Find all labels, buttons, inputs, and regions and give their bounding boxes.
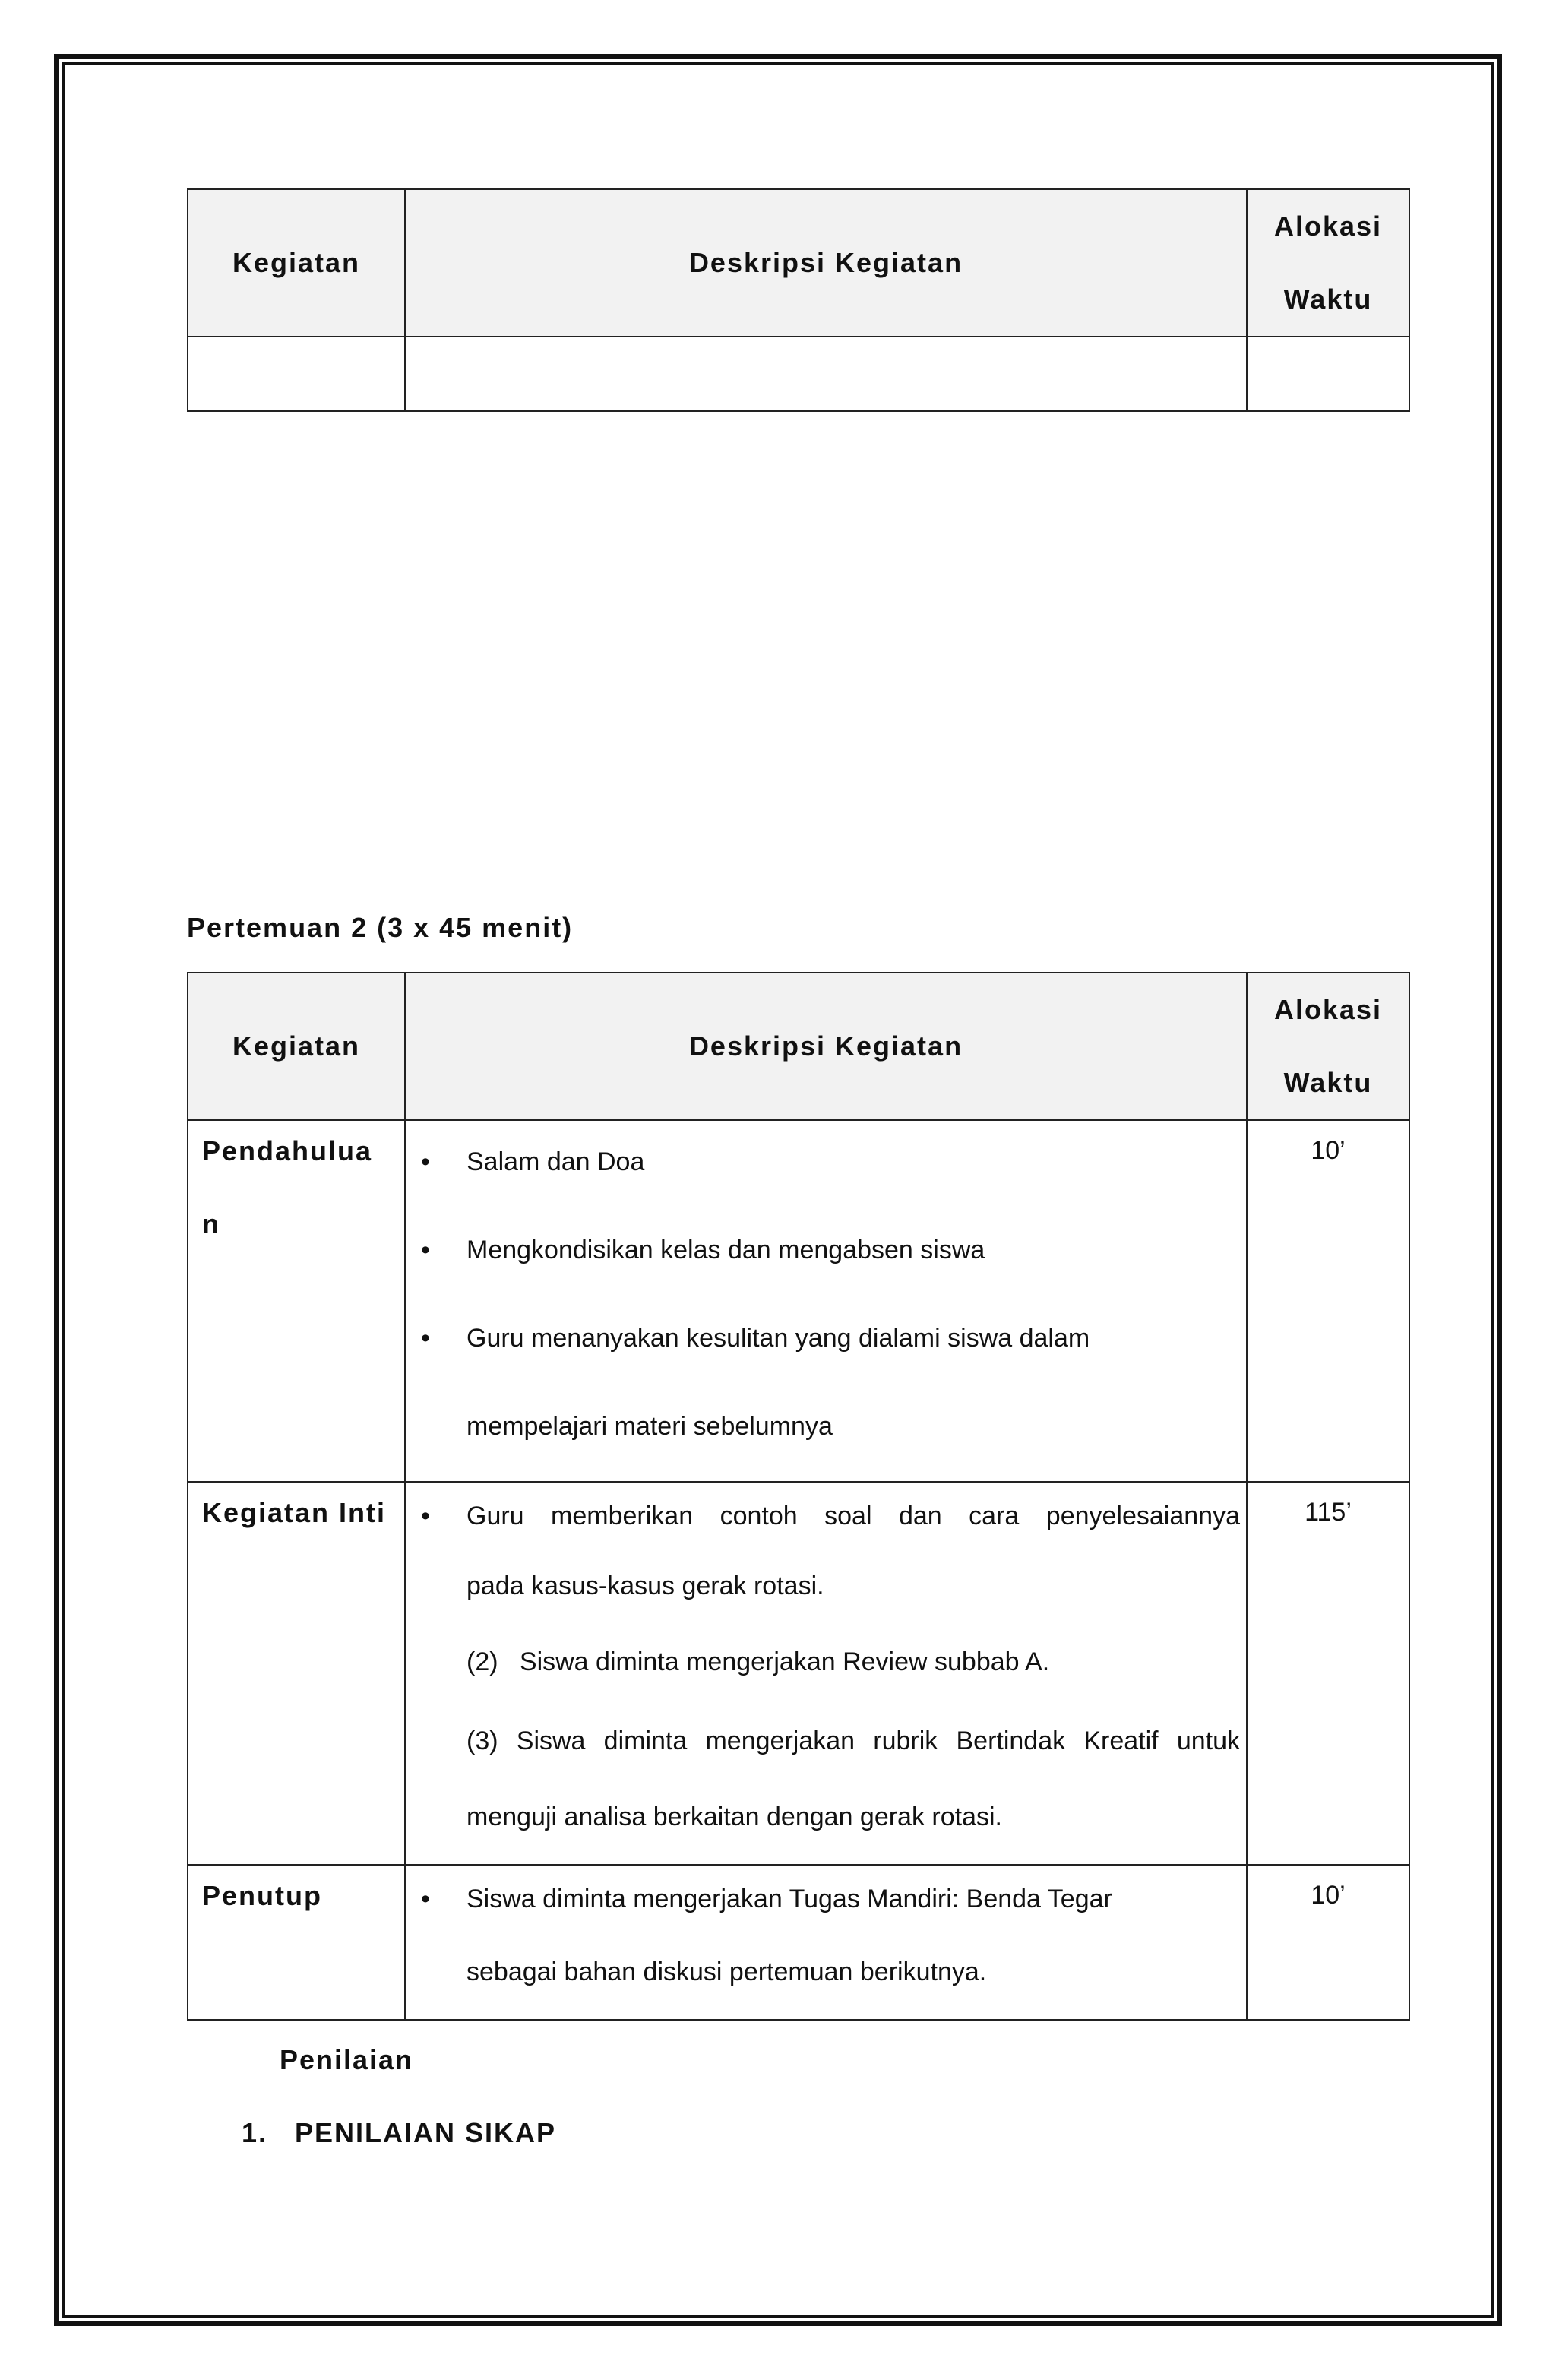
deskripsi-cell bbox=[405, 1482, 1247, 1865]
table-header-row bbox=[188, 189, 1409, 337]
table-row-empty bbox=[188, 337, 1409, 411]
table-row-pendahuluan bbox=[188, 1120, 1409, 1482]
kegiatan-label: Kegiatan Inti bbox=[202, 1497, 387, 1528]
numbered-item: (2) Siswa diminta mengerjakan Review subbab A. bbox=[466, 1647, 1050, 1676]
header-kegiatan: Kegiatan bbox=[188, 189, 405, 337]
empty-cell bbox=[188, 337, 405, 411]
table-header-row bbox=[188, 973, 1409, 1120]
kegiatan-cell bbox=[188, 1865, 405, 2020]
header-deskripsi: Deskripsi Kegiatan bbox=[405, 973, 1247, 1120]
header-deskripsi: Deskripsi Kegiatan bbox=[405, 189, 1247, 337]
table-row-kegiatan-inti bbox=[188, 1482, 1409, 1865]
waktu-cell: 10’ bbox=[1247, 1865, 1409, 2020]
waktu-cell: 10’ bbox=[1247, 1120, 1409, 1482]
kegiatan-label: Penutup bbox=[202, 1880, 322, 1911]
bullet-item: • Salam dan Doa bbox=[421, 1118, 1240, 1206]
header-alokasi bbox=[1247, 189, 1409, 337]
kegiatan-cell bbox=[188, 1120, 405, 1482]
empty-cell bbox=[1247, 337, 1409, 411]
activity-table-1 bbox=[187, 188, 1410, 412]
table-row-penutup bbox=[188, 1865, 1409, 2020]
kegiatan-cell bbox=[188, 1482, 405, 1865]
header-alokasi-line1: Alokasi bbox=[1273, 994, 1383, 1025]
deskripsi-cell bbox=[405, 1120, 1247, 1482]
bullet-item: • Mengkondisikan kelas dan mengabsen siswa bbox=[421, 1206, 1240, 1294]
numbered-item: (3) Siswa diminta mengerjakan rubrik Bertindak Kreatif untuk bbox=[466, 1726, 1240, 1755]
activity-table-2 bbox=[187, 972, 1410, 2021]
kegiatan-label-line1: Pendahulua bbox=[202, 1135, 373, 1166]
bullet-continuation: mempelajari materi sebelumnya bbox=[466, 1412, 833, 1441]
numbered-item-continuation: menguji analisa berkaitan dengan gerak rotasi. bbox=[466, 1802, 1003, 1831]
header-alokasi-line1: Alokasi bbox=[1273, 210, 1383, 242]
bullet-continuation: pada kasus-kasus gerak rotasi. bbox=[466, 1571, 824, 1600]
bullet-item: • Guru memberikan contoh soal dan cara penyelesaiannya bbox=[421, 1480, 1240, 1552]
penilaian-heading: Penilaian bbox=[280, 2044, 414, 2075]
bullet-continuation: sebagai bahan diskusi pertemuan berikutnya. bbox=[466, 1957, 987, 1986]
header-alokasi-line2: Waktu bbox=[1283, 283, 1373, 315]
pertemuan-2-heading: Pertemuan 2 (3 x 45 menit) bbox=[187, 912, 574, 943]
empty-cell bbox=[405, 337, 1247, 411]
penilaian-sikap-heading: 1. PENILAIAN SIKAP bbox=[242, 2117, 557, 2148]
header-alokasi-line2: Waktu bbox=[1283, 1067, 1373, 1098]
kegiatan-label-line2: n bbox=[202, 1208, 220, 1239]
bullet-item: • Siswa diminta mengerjakan Tugas Mandiri: Benda Tegar bbox=[421, 1863, 1240, 1935]
header-alokasi bbox=[1247, 973, 1409, 1120]
header-kegiatan: Kegiatan bbox=[188, 973, 405, 1120]
bullet-item: • Guru menanyakan kesulitan yang dialami siswa dalam bbox=[421, 1294, 1240, 1382]
deskripsi-cell bbox=[405, 1865, 1247, 2020]
waktu-cell: 115’ bbox=[1247, 1482, 1409, 1865]
